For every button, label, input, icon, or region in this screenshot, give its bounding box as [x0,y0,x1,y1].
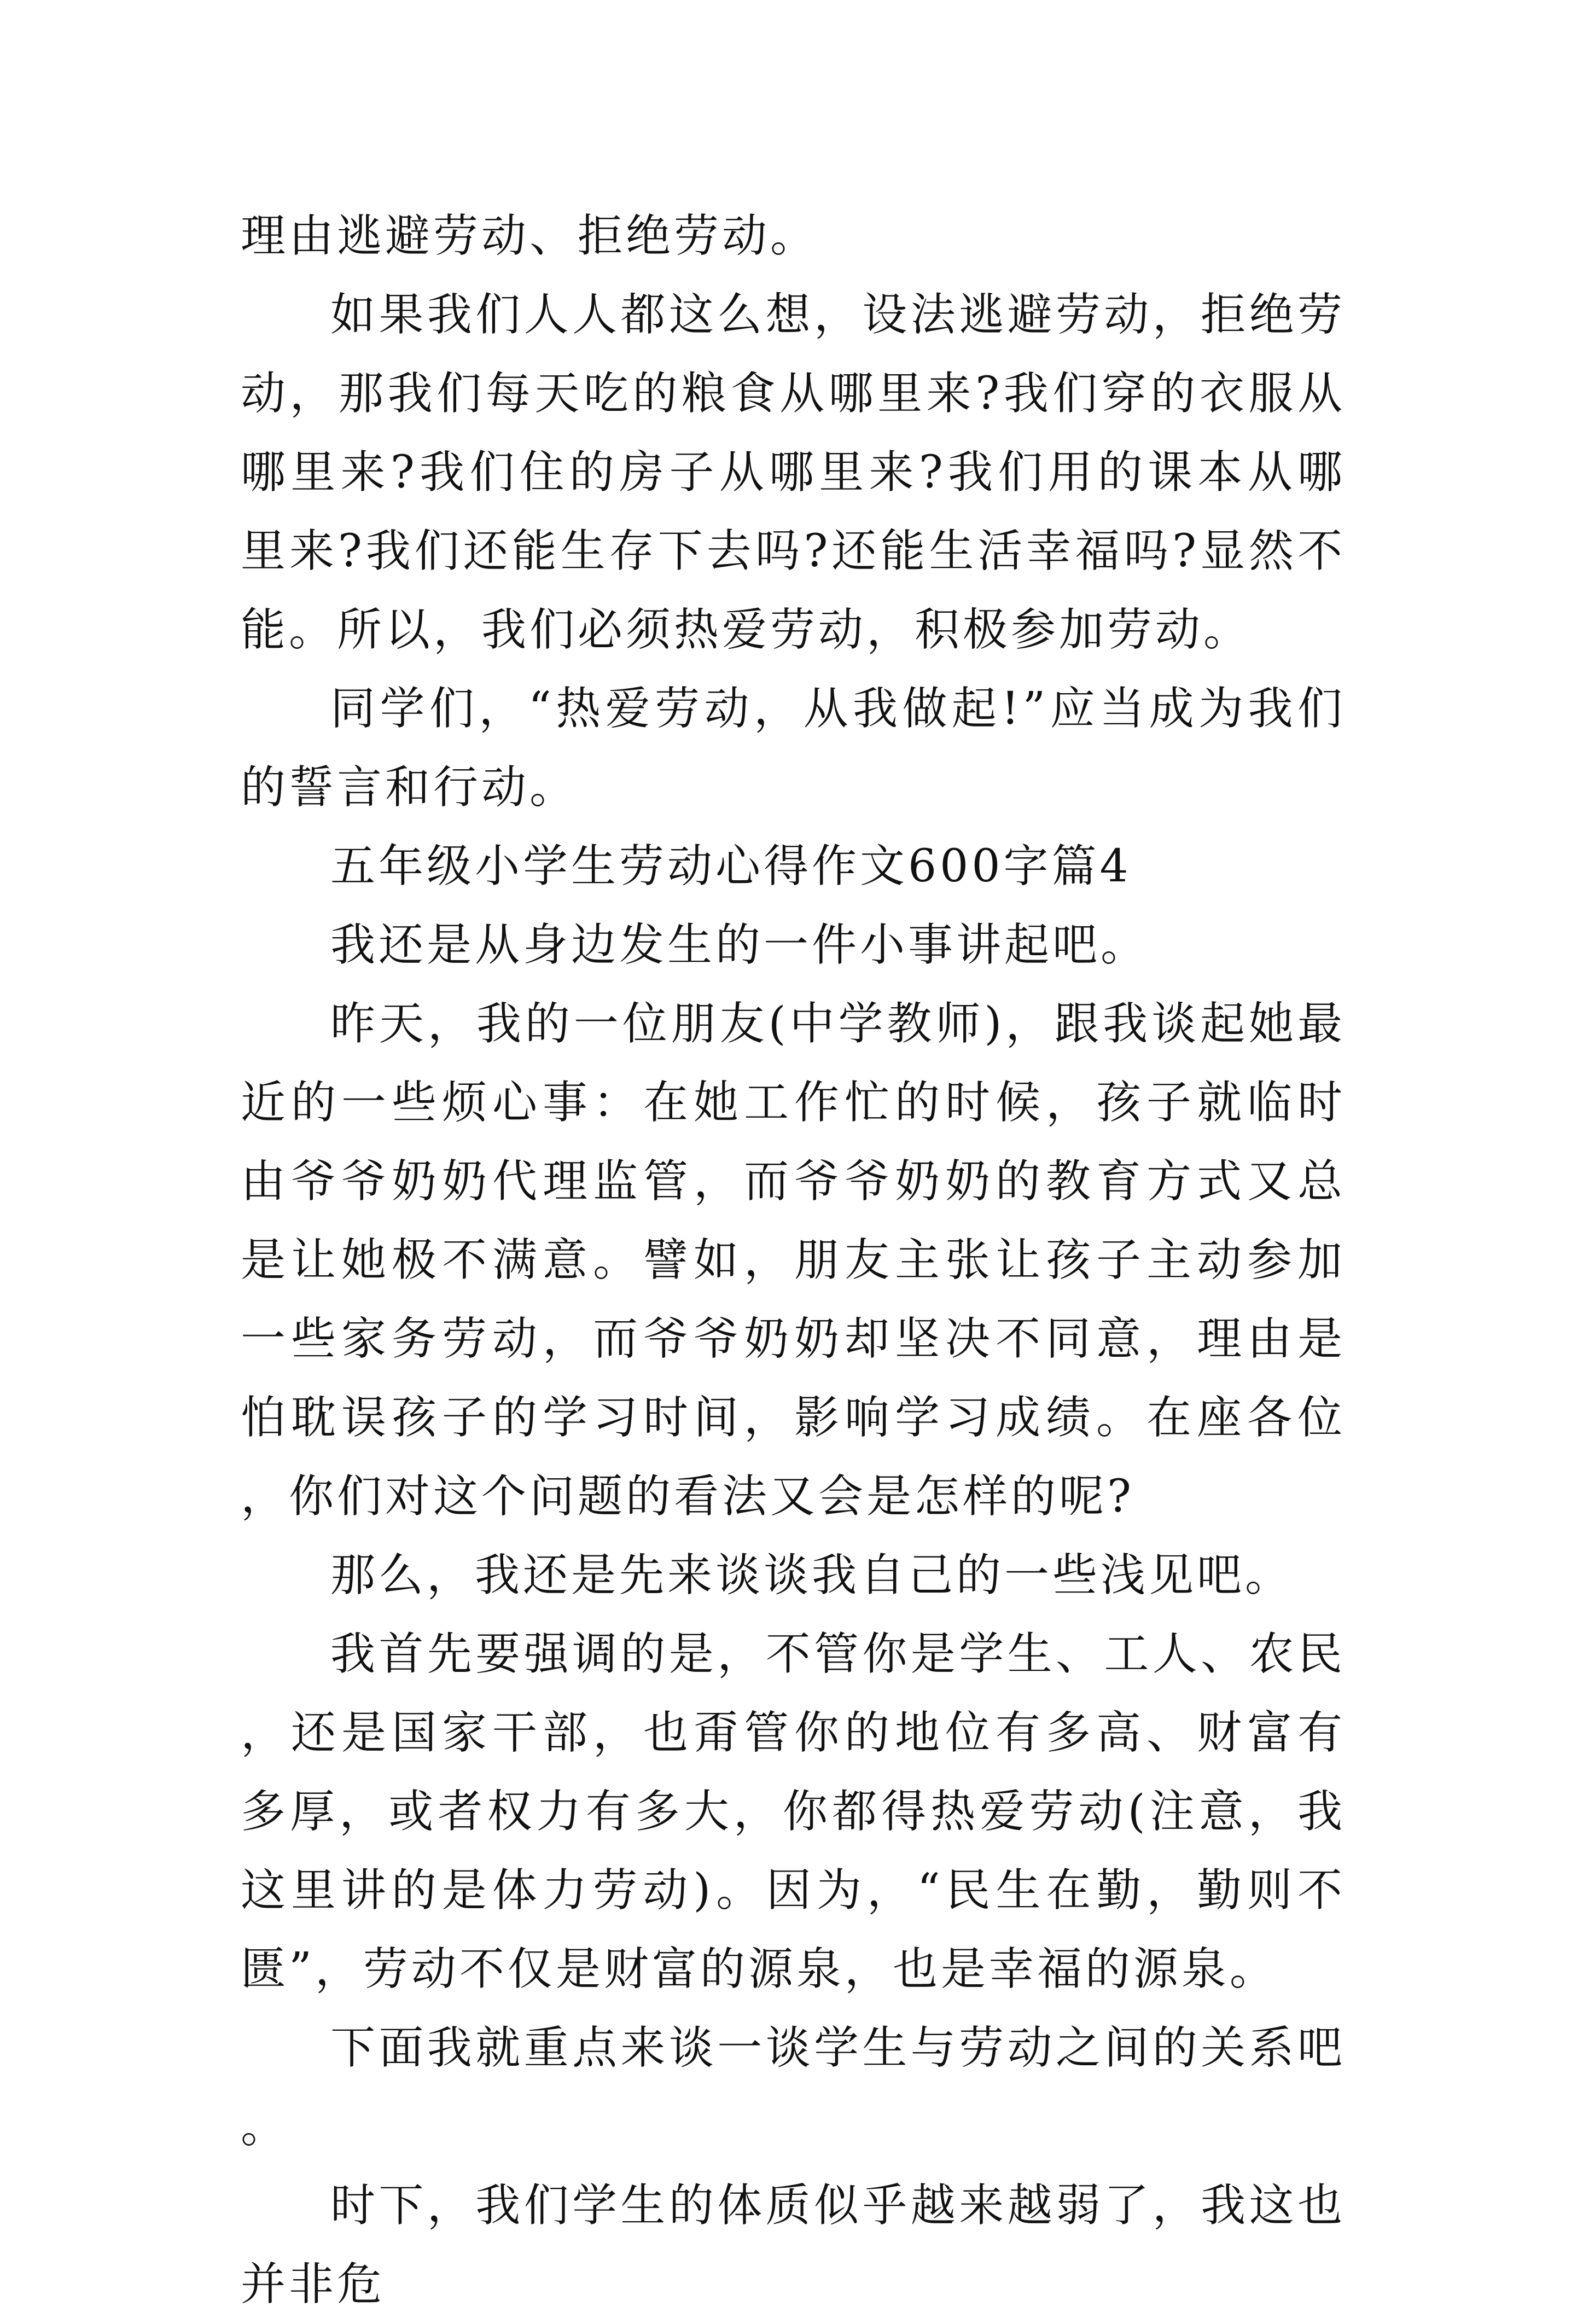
paragraph-10: 时下，我们学生的体质似乎越来越弱了，我这也并非危 [241,2180,1346,2310]
paragraph-1: 理由逃避劳动、拒绝劳动。 [241,210,819,262]
paragraph-7: 那么，我还是先来谈谈我自己的一些浅见吧。 [330,1549,1294,1601]
paragraph-8: 我首先要强调的是，不管你是学生、工人、农民，还是国家干部，也甭管你的地位有多高、财富有多厚，或者权力有多大，你都得热爱劳动(注意，我这里讲的是体力劳动)。因为，“民生在勤，勤则不匮”，劳动不仅是财富的源泉，也是幸福的源泉。 [241,1628,1346,1995]
paragraph-9: 下面我就重点来谈一谈学生与劳动之间的关系吧。 [241,2022,1346,2153]
paragraph-2: 如果我们人人都这么想，设法逃避劳动，拒绝劳动，那我们每天吃的粮食从哪里来?我们穿的衣服从哪里来?我们住的房子从哪里来?我们用的课本从哪里来?我们还能生存下去吗?还能生活幸福吗?显然不能。所以，我们必须热爱劳动，积极参加劳动。 [241,289,1346,656]
section-heading: 五年级小学生劳动心得作文600字篇4 [330,840,1132,892]
paragraph-3: 同学们，“热爱劳动，从我做起!”应当成为我们的誓言和行动。 [241,683,1346,814]
paragraph-6: 昨天，我的一位朋友(中学教师)，跟我谈起她最近的一些烦心事：在她工作忙的时候，孩子就临时由爷爷奶奶代理监管，而爷爷奶奶的教育方式又总是让她极不满意。譬如，朋友主张让孩子主动参加一些家务劳动，而爷爷奶奶却坚决不同意，理由是怕耽误孩子的学习时间，影响学习成绩。在座各位，你们对这个问题的看法又会是怎样的呢? [241,998,1346,1523]
document-body [241,197,1346,2324]
paragraph-5: 我还是从身边发生的一件小事讲起吧。 [330,919,1149,971]
